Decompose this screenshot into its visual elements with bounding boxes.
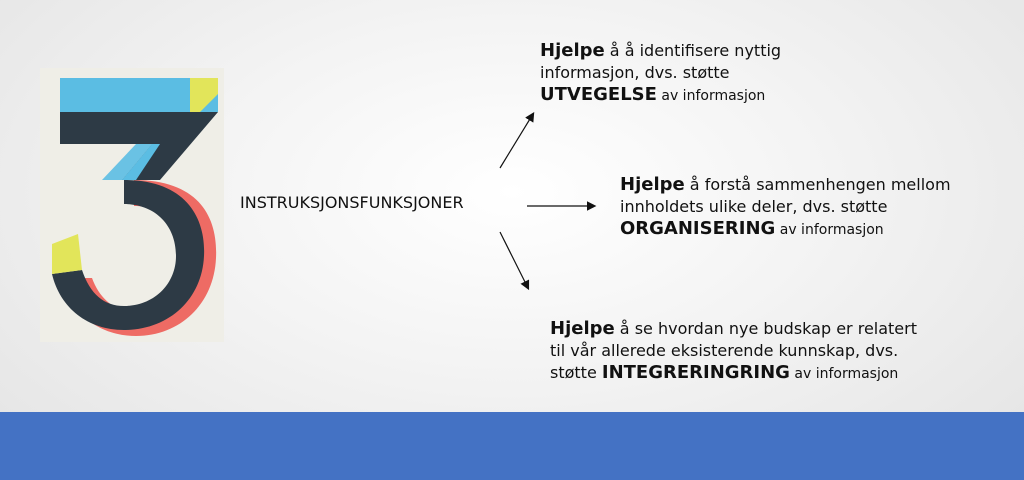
lead-word: Hjelpe: [550, 318, 615, 339]
tail-text: av informasjon: [775, 222, 884, 238]
text-block-utvegelse: [540, 40, 840, 107]
block-line: innholdets ulike deler, dvs. støtte: [620, 197, 888, 216]
footer-bar: [0, 412, 1024, 480]
center-label: INSTRUKSJONSFUNKSJONER: [240, 193, 464, 212]
line-text: å se hvordan nye budskap er relatert: [614, 319, 917, 338]
line-text: å forstå sammenhengen mellom: [684, 175, 951, 194]
text-block-organisering: [620, 174, 980, 241]
block-line: [620, 218, 980, 241]
keyword: INTEGRERINGRING: [601, 362, 790, 383]
block-line: [540, 40, 840, 62]
keyword: ORGANISERING: [620, 218, 776, 239]
tail-text: av informasjon: [789, 366, 899, 382]
block-line: informasjon, dvs. støtte: [540, 63, 730, 82]
block-line: [540, 84, 840, 107]
lead-word: Hjelpe: [620, 174, 685, 195]
block-line: [550, 362, 970, 385]
keyword: UTVEGELSE: [540, 84, 657, 105]
lead-word: Hjelpe: [540, 40, 605, 61]
tail-text: av informasjon: [656, 88, 766, 104]
block-line: [620, 174, 980, 196]
number-three-logo: [40, 68, 224, 342]
three-icon: [40, 68, 224, 342]
block-line: til vår allerede eksisterende kunnskap, dvs.: [550, 341, 899, 360]
text-block-integrering: [550, 318, 970, 385]
line-text: å å identifisere nyttig: [604, 41, 782, 60]
block-line: [550, 318, 970, 340]
line-prefix: støtte: [550, 363, 602, 382]
